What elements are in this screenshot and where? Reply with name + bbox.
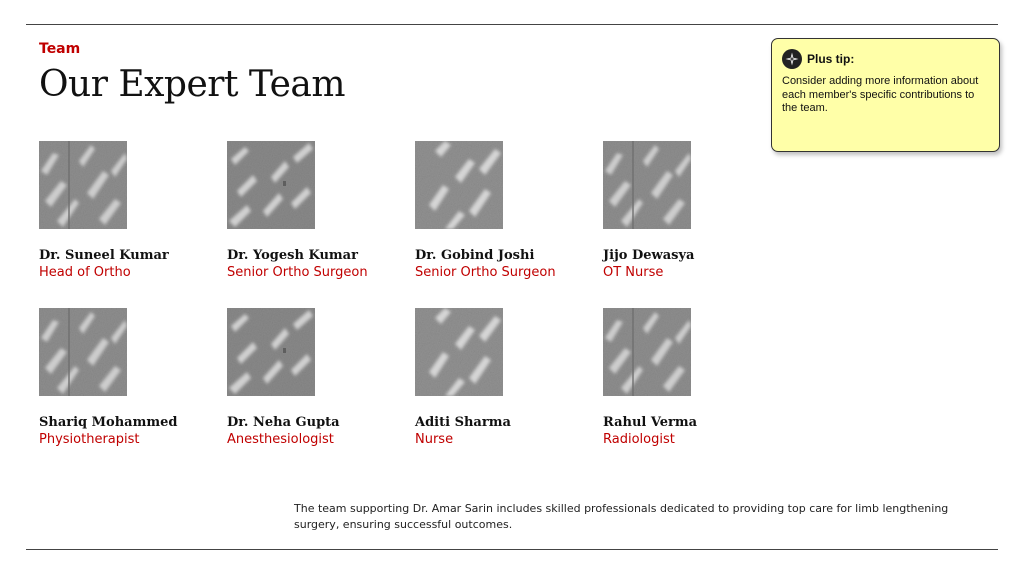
team-member-card (39, 308, 227, 475)
member-photo (415, 141, 503, 229)
tip-title: Plus tip: (807, 52, 855, 66)
member-role: OT Nurse (603, 265, 664, 280)
section-eyebrow: Team (39, 41, 81, 57)
sparkle-icon (782, 49, 802, 69)
member-role: Radiologist (603, 432, 675, 447)
team-member-card (603, 141, 791, 308)
plus-tip-callout (771, 38, 1000, 152)
member-role: Nurse (415, 432, 454, 447)
member-name: Aditi Sharma (415, 415, 511, 430)
page-title: Our Expert Team (39, 64, 346, 105)
member-name: Shariq Mohammed (39, 415, 178, 430)
team-member-card (227, 308, 415, 475)
member-name: Dr. Neha Gupta (227, 415, 340, 430)
member-name: Dr. Gobind Joshi (415, 248, 535, 263)
member-name: Dr. Yogesh Kumar (227, 248, 358, 263)
bottom-divider (26, 549, 998, 550)
member-photo (227, 141, 315, 229)
tip-body: Consider adding more information about each member's specific contributions to the team. (782, 75, 979, 114)
member-role: Anesthesiologist (227, 432, 334, 447)
member-photo (603, 308, 691, 396)
member-photo (39, 141, 127, 229)
member-name: Dr. Suneel Kumar (39, 248, 169, 263)
team-member-card (39, 141, 227, 308)
member-name: Rahul Verma (603, 415, 698, 430)
tip-header (782, 49, 989, 69)
team-member-card (415, 308, 603, 475)
member-photo (603, 141, 691, 229)
team-member-card (415, 141, 603, 308)
top-divider (26, 24, 998, 25)
member-role: Senior Ortho Surgeon (227, 265, 368, 280)
member-role: Head of Ortho (39, 265, 131, 280)
member-role: Senior Ortho Surgeon (415, 265, 556, 280)
member-photo (39, 308, 127, 396)
team-member-card (603, 308, 791, 475)
team-member-card (227, 141, 415, 308)
member-role: Physiotherapist (39, 432, 140, 447)
member-photo (227, 308, 315, 396)
team-grid (39, 141, 791, 475)
footer-caption: The team supporting Dr. Amar Sarin includes skilled professionals dedicated to providing top care for limb lengthening surgery, ensuring successful outcomes. (294, 502, 949, 531)
member-photo (415, 308, 503, 396)
member-name: Jijo Dewasya (603, 248, 695, 263)
